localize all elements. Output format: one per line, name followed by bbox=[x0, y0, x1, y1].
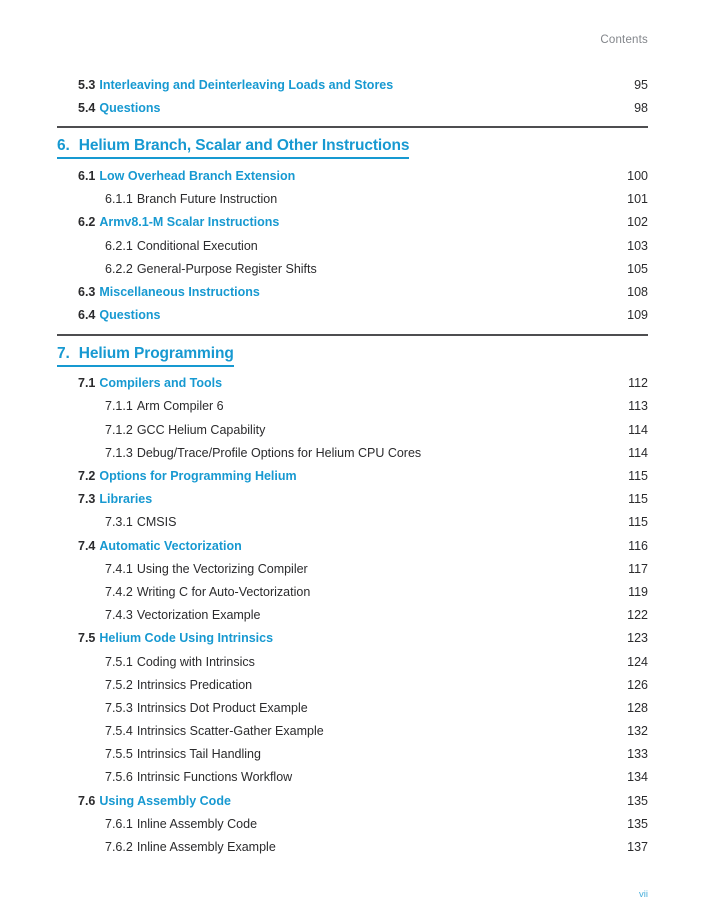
entry-title: Armv8.1-M Scalar Instructions bbox=[99, 215, 280, 230]
entry-page-number: 95 bbox=[634, 77, 648, 92]
entry-title: Intrinsics Predication bbox=[136, 677, 253, 692]
entry-label bbox=[57, 192, 277, 206]
entry-number: 6.2 bbox=[78, 215, 96, 230]
entry-page-number: 114 bbox=[628, 422, 648, 437]
entry-title: Low Overhead Branch Extension bbox=[99, 168, 296, 183]
toc-entry-link[interactable] bbox=[57, 557, 648, 580]
toc-entry-link[interactable] bbox=[57, 720, 648, 743]
entry-number: 7.5.5 bbox=[105, 747, 133, 762]
entry-page-number: 137 bbox=[627, 840, 648, 855]
entry-label bbox=[57, 239, 258, 253]
entry-title: Coding with Intrinsics bbox=[136, 654, 255, 669]
entry-label bbox=[57, 376, 222, 390]
entry-number: 7.5 bbox=[78, 631, 96, 646]
entry-number: 7.5.3 bbox=[105, 700, 133, 715]
toc-entry-link[interactable] bbox=[57, 650, 648, 673]
entry-label bbox=[57, 655, 255, 669]
toc-entry-link[interactable] bbox=[57, 511, 648, 534]
entry-number: 6.1 bbox=[78, 168, 96, 183]
entry-page-number: 114 bbox=[628, 445, 648, 460]
toc-entry-link[interactable] bbox=[57, 534, 648, 557]
entry-title: Helium Code Using Intrinsics bbox=[99, 631, 274, 646]
entry-number: 7.5.2 bbox=[105, 677, 133, 692]
entry-label bbox=[57, 747, 261, 761]
toc-entry-link[interactable] bbox=[57, 372, 648, 395]
toc-entry-link[interactable] bbox=[57, 441, 648, 464]
section-divider bbox=[57, 126, 648, 128]
entry-title: Questions bbox=[99, 100, 161, 115]
entry-label bbox=[57, 585, 310, 599]
toc-entry-link[interactable] bbox=[57, 234, 648, 257]
entry-title: Debug/Trace/Profile Options for Helium CPU Cores bbox=[136, 445, 422, 460]
entry-number: 7.5.1 bbox=[105, 654, 133, 669]
entry-title: Interleaving and Deinterleaving Loads and Stores bbox=[99, 77, 394, 92]
entry-title: Arm Compiler 6 bbox=[136, 399, 224, 414]
entry-page-number: 115 bbox=[628, 492, 648, 507]
chapter-heading-text bbox=[57, 138, 409, 159]
toc-entry-link[interactable] bbox=[57, 395, 648, 418]
entry-title: Options for Programming Helium bbox=[99, 469, 297, 484]
entry-page-number: 134 bbox=[627, 770, 648, 785]
entry-title: Intrinsic Functions Workflow bbox=[136, 770, 293, 785]
toc-entry-link[interactable] bbox=[57, 188, 648, 211]
entry-title: Writing C for Auto-Vectorization bbox=[136, 584, 311, 599]
entry-page-number: 133 bbox=[627, 747, 648, 762]
toc-entry-link[interactable] bbox=[57, 73, 648, 96]
entry-title: Using the Vectorizing Compiler bbox=[136, 561, 308, 576]
entry-title: General-Purpose Register Shifts bbox=[136, 261, 317, 276]
entry-page-number: 135 bbox=[627, 816, 648, 831]
toc-entry-link[interactable] bbox=[57, 812, 648, 835]
entry-page-number: 116 bbox=[628, 538, 648, 553]
entry-number: 7.2 bbox=[78, 469, 96, 484]
entry-page-number: 112 bbox=[628, 376, 648, 391]
toc-entry-link[interactable] bbox=[57, 257, 648, 280]
toc-entry-link[interactable] bbox=[57, 580, 648, 603]
entry-title: CMSIS bbox=[136, 515, 177, 530]
entry-page-number: 113 bbox=[628, 399, 648, 414]
entry-page-number: 123 bbox=[627, 631, 648, 646]
entry-number: 7.1.1 bbox=[105, 399, 133, 414]
entry-number: 5.3 bbox=[78, 77, 96, 92]
toc-entry-link[interactable] bbox=[57, 96, 648, 119]
entry-number: 7.4.1 bbox=[105, 561, 133, 576]
entry-page-number: 108 bbox=[627, 284, 648, 299]
toc-entry-link[interactable] bbox=[57, 789, 648, 812]
contents-running-header: Contents bbox=[600, 34, 648, 46]
entry-page-number: 98 bbox=[634, 100, 648, 115]
entry-page-number: 109 bbox=[627, 308, 648, 323]
entry-label bbox=[57, 492, 152, 506]
entry-page-number: 115 bbox=[628, 469, 648, 484]
entry-number: 6.3 bbox=[78, 284, 96, 299]
entry-label bbox=[57, 285, 260, 299]
entry-page-number: 117 bbox=[628, 561, 648, 576]
entry-title: Intrinsics Tail Handling bbox=[136, 747, 261, 762]
entry-label bbox=[57, 101, 161, 115]
toc bbox=[57, 0, 648, 859]
entry-label bbox=[57, 515, 176, 529]
entry-page-number: 132 bbox=[627, 724, 648, 739]
entry-label bbox=[57, 169, 295, 183]
entry-number: 7.5.4 bbox=[105, 724, 133, 739]
entry-page-number: 105 bbox=[627, 261, 648, 276]
toc-entry-link[interactable] bbox=[57, 673, 648, 696]
chapter-title: Helium Programming bbox=[78, 344, 234, 362]
entry-number: 6.2.1 bbox=[105, 238, 133, 253]
chapter-heading-link[interactable] bbox=[57, 138, 648, 159]
toc-entry-link[interactable] bbox=[57, 488, 648, 511]
toc-entry-link[interactable] bbox=[57, 696, 648, 719]
entry-number: 6.4 bbox=[78, 308, 96, 323]
section-divider bbox=[57, 334, 648, 336]
entry-label bbox=[57, 539, 242, 553]
entry-title: Inline Assembly Code bbox=[136, 816, 258, 831]
entry-number: 7.6.2 bbox=[105, 840, 133, 855]
entry-number: 7.3.1 bbox=[105, 515, 133, 530]
entry-number: 7.4.2 bbox=[105, 584, 133, 599]
entry-label bbox=[57, 840, 276, 854]
toc-entry-link[interactable] bbox=[57, 164, 648, 187]
entry-number: 7.3 bbox=[78, 492, 96, 507]
chapter-entries bbox=[57, 372, 648, 859]
chapter-number: 7. bbox=[57, 344, 70, 362]
entry-page-number: 102 bbox=[627, 215, 648, 230]
entry-label bbox=[57, 701, 308, 715]
toc-entry-link[interactable] bbox=[57, 280, 648, 303]
entry-label bbox=[57, 724, 324, 738]
entry-page-number: 124 bbox=[627, 654, 648, 669]
entry-number: 7.1.3 bbox=[105, 445, 133, 460]
entry-page-number: 103 bbox=[627, 238, 648, 253]
chapter-entries bbox=[57, 73, 648, 119]
entry-number: 7.1 bbox=[78, 376, 96, 391]
entry-title: GCC Helium Capability bbox=[136, 422, 266, 437]
entry-title: Using Assembly Code bbox=[99, 793, 231, 808]
entry-title: Branch Future Instruction bbox=[136, 192, 278, 207]
entry-label bbox=[57, 608, 261, 622]
entry-label bbox=[57, 446, 421, 460]
entry-label bbox=[57, 308, 161, 322]
entry-label bbox=[57, 770, 292, 784]
entry-title: Intrinsics Dot Product Example bbox=[136, 700, 308, 715]
entry-page-number: 119 bbox=[628, 584, 648, 599]
entry-number: 6.2.2 bbox=[105, 261, 133, 276]
entry-title: Questions bbox=[99, 308, 161, 323]
entry-number: 7.1.2 bbox=[105, 422, 133, 437]
entry-page-number: 100 bbox=[627, 168, 648, 183]
entry-label bbox=[57, 562, 308, 576]
toc-entry-link[interactable] bbox=[57, 418, 648, 441]
toc-entry-link[interactable] bbox=[57, 835, 648, 858]
entry-page-number: 115 bbox=[628, 515, 648, 530]
entry-title: Miscellaneous Instructions bbox=[99, 284, 260, 299]
entry-label bbox=[57, 631, 273, 645]
entry-title: Vectorization Example bbox=[136, 608, 261, 623]
chapter-heading-text bbox=[57, 346, 234, 367]
entry-page-number: 135 bbox=[627, 793, 648, 808]
entry-number: 7.6.1 bbox=[105, 816, 133, 831]
entry-page-number: 101 bbox=[627, 192, 648, 207]
toc-entry-link[interactable] bbox=[57, 211, 648, 234]
entry-number: 6.1.1 bbox=[105, 192, 133, 207]
entry-page-number: 128 bbox=[627, 700, 648, 715]
entry-label bbox=[57, 817, 257, 831]
entry-title: Automatic Vectorization bbox=[99, 538, 242, 553]
entry-page-number: 122 bbox=[627, 608, 648, 623]
entry-title: Intrinsics Scatter-Gather Example bbox=[136, 724, 324, 739]
toc-entry-link[interactable] bbox=[57, 766, 648, 789]
toc-entry-link[interactable] bbox=[57, 627, 648, 650]
entry-label bbox=[57, 794, 231, 808]
entry-label bbox=[57, 423, 265, 437]
toc-entry-link[interactable] bbox=[57, 304, 648, 327]
page-number-folio: vii bbox=[639, 889, 648, 900]
entry-number: 7.4 bbox=[78, 538, 96, 553]
entry-number: 7.5.6 bbox=[105, 770, 133, 785]
entry-page-number: 126 bbox=[627, 677, 648, 692]
entry-label bbox=[57, 262, 317, 276]
entry-label bbox=[57, 399, 224, 413]
entry-label bbox=[57, 469, 297, 483]
chapter-heading-link[interactable] bbox=[57, 346, 648, 367]
entry-number: 7.4.3 bbox=[105, 608, 133, 623]
toc-entry-link[interactable] bbox=[57, 743, 648, 766]
entry-title: Inline Assembly Example bbox=[136, 840, 276, 855]
entry-number: 5.4 bbox=[78, 100, 96, 115]
entry-title: Compilers and Tools bbox=[99, 376, 223, 391]
chapter-number: 6. bbox=[57, 137, 70, 155]
chapter-title: Helium Branch, Scalar and Other Instructions bbox=[78, 137, 410, 155]
toc-entry-link[interactable] bbox=[57, 604, 648, 627]
entry-title: Libraries bbox=[99, 492, 153, 507]
entry-number: 7.6 bbox=[78, 793, 96, 808]
entry-label bbox=[57, 78, 393, 92]
toc-entry-link[interactable] bbox=[57, 464, 648, 487]
entry-label bbox=[57, 678, 252, 692]
entry-title: Conditional Execution bbox=[136, 238, 258, 253]
chapter-entries bbox=[57, 164, 648, 326]
entry-label bbox=[57, 215, 279, 229]
